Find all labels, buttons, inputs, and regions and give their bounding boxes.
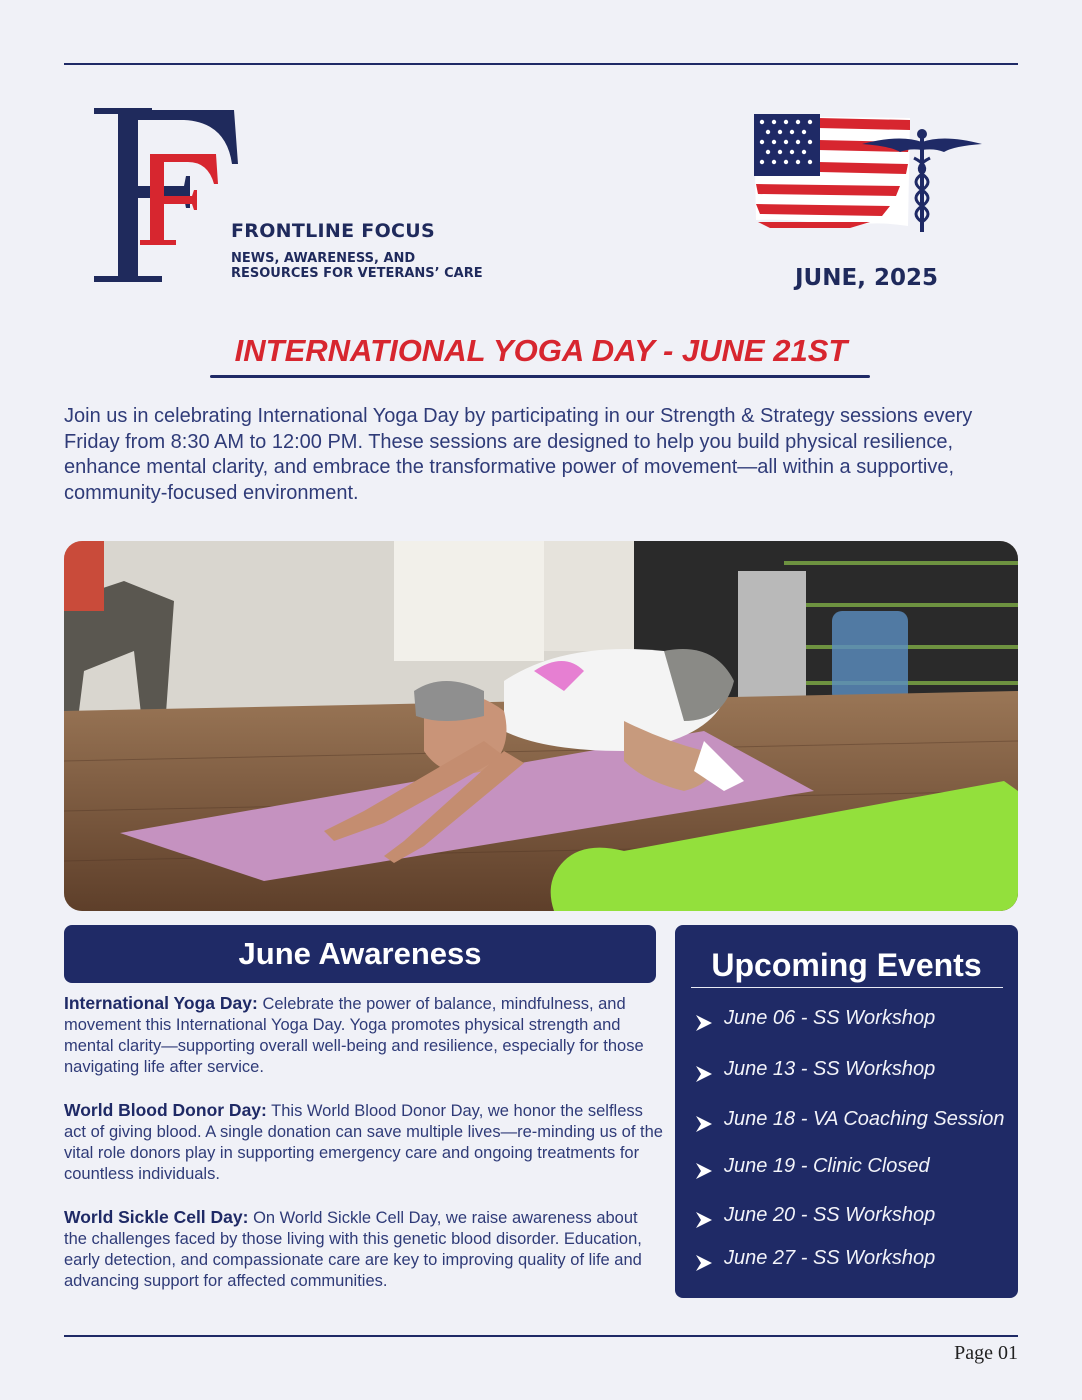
event-item: [693, 1104, 1013, 1134]
event-item: [693, 1003, 1013, 1033]
events-divider: [691, 987, 1003, 988]
upcoming-events-panel: [675, 925, 1018, 1298]
issue-date: JUNE, 2025: [795, 265, 938, 291]
event-label: June 19 - Clinic Closed: [724, 1154, 930, 1177]
awareness-list: [64, 993, 664, 1314]
events-title: Upcoming Events: [711, 947, 982, 983]
awareness-item-body: This World Blood Donor Day, we honor the selfless act of giving blood. A single donation can save multiple lives—re-minding us of the vital role donors play in supporting emergency care and ongoing treatments for countless individuals.: [64, 1102, 663, 1183]
bottom-divider: [64, 1335, 1018, 1337]
brand-title: FRONTLINE FOCUS: [231, 220, 435, 242]
awareness-item: [64, 1207, 664, 1292]
brand-subtitle: [231, 251, 551, 281]
awareness-header: June Awareness: [64, 925, 656, 983]
awareness-item: [64, 993, 664, 1078]
intro-paragraph: Join us in celebrating International Yoga Day by participating in our Strength & Strategy sessions every Friday from 8:30 AM to 12:00 PM. These sessions are designed to help you build physical resilience, enhance mental clarity, and embrace the transformative power of movement—all within a supportive, community-focused environment.: [64, 405, 973, 504]
event-label: June 27 - SS Workshop: [724, 1246, 936, 1269]
event-item: [693, 1054, 1013, 1084]
chevron-right-icon: [693, 1113, 715, 1135]
chevron-right-icon: [693, 1012, 715, 1034]
event-item: [693, 1151, 1013, 1181]
chevron-right-icon: [693, 1063, 715, 1085]
awareness-item-heading: International Yoga Day:: [64, 993, 258, 1013]
event-item: [693, 1200, 1013, 1230]
man-on-yoga-mat-photo-icon: [64, 541, 1018, 911]
event-item: [693, 1243, 1013, 1273]
event-label: June 13 - SS Workshop: [724, 1057, 936, 1080]
frontline-focus-logo: [88, 104, 248, 284]
awareness-item-body: On World Sickle Cell Day, we raise awareness about the challenges faced by those living with this genetic blood disorder. Education, early detection, and compassionate care are key to improving quality of life and advancing support for affected communities.: [64, 1209, 642, 1290]
headline: INTERNATIONAL YOGA DAY - JUNE 21ST: [234, 333, 848, 368]
event-label: June 18 - VA Coaching Session: [724, 1107, 1005, 1130]
chevron-right-icon: [693, 1160, 715, 1182]
awareness-item-body: Celebrate the power of balance, mindfulness, and movement this International Yoga Day. Yoga promotes physical strength and mental clarity—supporting overall well-being and resilience, especially for those navigating life after service.: [64, 995, 644, 1076]
page-number: Page 01: [954, 1342, 1018, 1364]
awareness-item-heading: World Blood Donor Day:: [64, 1100, 267, 1120]
yoga-photo: [64, 541, 1018, 911]
brand-subtitle-line1: NEWS, AWARENESS, AND: [231, 251, 416, 266]
chevron-right-icon: [693, 1252, 715, 1274]
brand-subtitle-line2: RESOURCES FOR VETERANS’ CARE: [231, 266, 483, 281]
chevron-right-icon: [693, 1209, 715, 1231]
top-divider: [64, 63, 1018, 65]
flag-caduceus-icon: [750, 108, 986, 236]
event-label: June 06 - SS Workshop: [724, 1006, 936, 1029]
event-label: June 20 - SS Workshop: [724, 1203, 936, 1226]
awareness-item: [64, 1100, 664, 1185]
awareness-item-heading: World Sickle Cell Day:: [64, 1207, 249, 1227]
headline-underline: [210, 375, 870, 378]
